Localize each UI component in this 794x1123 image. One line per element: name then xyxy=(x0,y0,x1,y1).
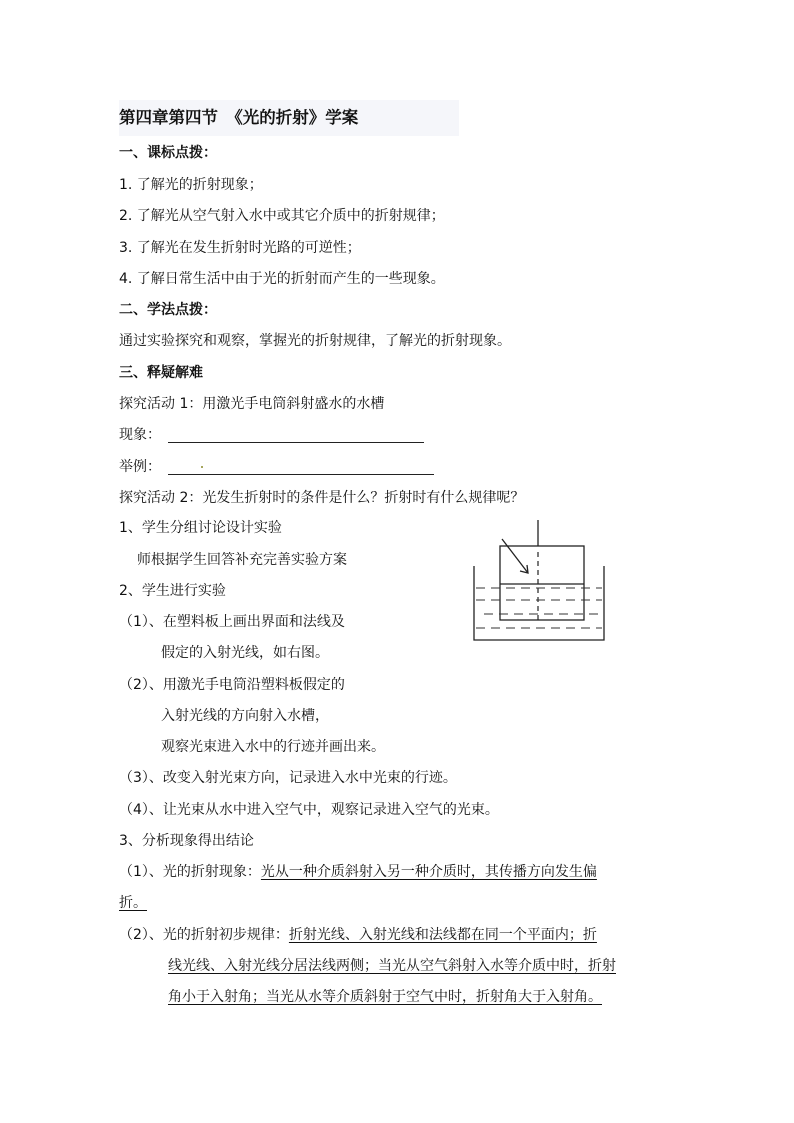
experiment-4: （4）、让光束从水中进入空气中，观察记录进入空气的光束。 xyxy=(119,802,499,818)
water-tank-diagram xyxy=(470,516,610,646)
plastic-board xyxy=(500,546,584,620)
conclusion-2-answer: 折射光线、入射光线和法线都在同一个平面内；折 xyxy=(288,927,597,943)
example-label: 举例： xyxy=(119,459,161,475)
conclusion-2-line-c: 角小于入射角；当光从水等介质斜射于空气中时，折射角大于入射角。 xyxy=(168,989,602,1005)
list-item: 4. 了解日常生活中由于光的折射而产生的一些现象。 xyxy=(119,271,445,287)
experiment-3: （3）、改变入射光束方向，记录进入水中光束的行迹。 xyxy=(119,770,457,786)
stray-mark xyxy=(201,466,203,468)
step-1: 1、学生分组讨论设计实验 xyxy=(119,520,282,536)
step-2: 2、学生进行实验 xyxy=(119,583,226,599)
section-2-heading: 二、学法点拨： xyxy=(119,302,217,318)
conclusion-2-line-b: 线光线、入射光线分居法线两侧；当光从空气斜射入水等介质中时，折射 xyxy=(168,958,616,974)
list-item: 1. 了解光的折射现象； xyxy=(119,177,263,193)
activity-2: 探究活动 2：光发生折射时的条件是什么？折射时有什么规律呢？ xyxy=(119,490,525,506)
conclusion-1-line-b: 折。 xyxy=(119,895,147,911)
conclusion-2-prefix: （2）、光的折射初步规律： xyxy=(119,927,289,943)
list-item: 2. 了解光从空气射入水中或其它介质中的折射规律； xyxy=(119,208,445,224)
experiment-1-line-b: 假定的入射光线，如右图。 xyxy=(161,645,329,661)
list-item: 3. 了解光在发生折射时光路的可逆性； xyxy=(119,240,361,256)
incident-ray xyxy=(502,539,528,573)
experiment-2-line-b: 入射光线的方向射入水槽， xyxy=(161,708,329,724)
page-title: 第四章第四节 《光的折射》学案 xyxy=(119,108,359,127)
experiment-2-line-a: （2）、用激光手电筒沿塑料板假定的 xyxy=(119,677,345,693)
activity-1: 探究活动 1：用激光手电筒斜射盛水的水槽 xyxy=(119,396,385,412)
experiment-1-line-a: （1）、在塑料板上画出界面和法线及 xyxy=(119,614,345,630)
section-2-text: 通过实验探究和观察，掌握光的折射规律，了解光的折射现象。 xyxy=(119,333,511,349)
section-3-heading: 三、释疑解难 xyxy=(119,365,203,381)
step-1-sub: 师根据学生回答补充完善实验方案 xyxy=(137,552,347,568)
conclusion-1-prefix: （1）、光的折射现象： xyxy=(119,864,261,880)
experiment-2-line-c: 观察光束进入水中的行迹并画出来。 xyxy=(161,739,385,755)
section-1-heading: 一、课标点拨： xyxy=(119,145,217,161)
phenomenon-blank[interactable] xyxy=(168,442,424,443)
conclusion-2-line-a xyxy=(119,925,597,945)
phenomenon-label: 现象： xyxy=(119,427,161,443)
step-3: 3、分析现象得出结论 xyxy=(119,833,254,849)
example-blank[interactable] xyxy=(168,474,434,475)
conclusion-1-answer: 光从一种介质斜射入另一种介质时，其传播方向发生偏 xyxy=(260,864,597,880)
conclusion-1-line-a xyxy=(119,862,597,882)
